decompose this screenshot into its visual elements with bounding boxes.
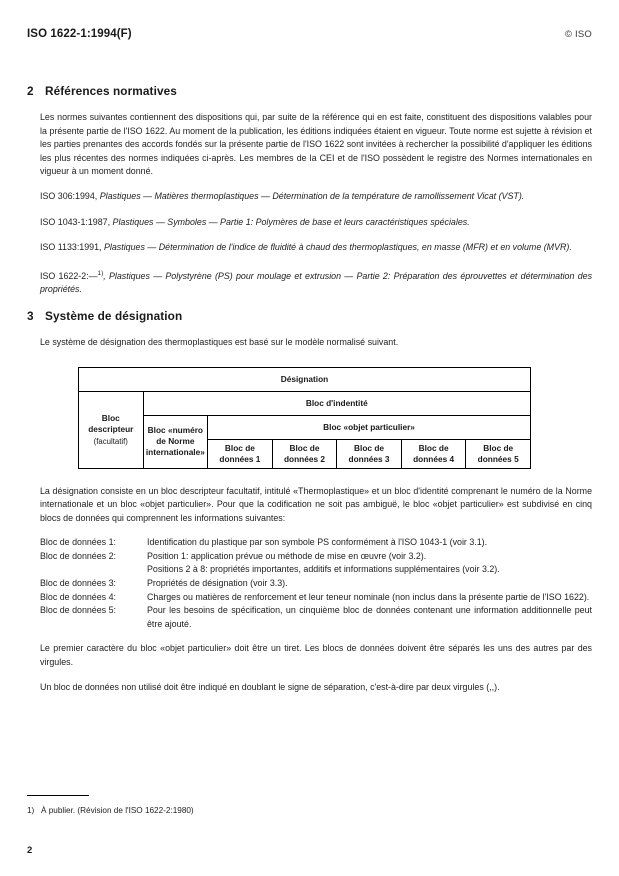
footnote-separator-rule [27,795,89,796]
data-block-cell-1: Bloc de données 1 [208,439,273,468]
data-block-cell-3: Bloc de données 3 [337,439,402,468]
reference-3-id: ISO 1133:1991, [40,242,104,253]
clause-3-heading [27,309,592,323]
designation-table [78,367,531,469]
reference-4-title: , Plastiques — Polystyrène (PS) pour moulage et extrusion — Partie 2: Préparation des éprouvettes et détermination des propriétés. [40,270,593,295]
definition-desc-5: Pour les besoins de spécification, un cinquième bloc de données contenant une information additionnelle peut être ajouté. [147,605,592,629]
object-block-cell: Bloc «objet particulier» [208,415,531,439]
table-row [79,415,531,439]
clause-2-number: 2 [27,84,34,98]
descriptor-block-cell [79,391,144,468]
list-item [40,536,592,550]
definition-term-4: Bloc de données 4: [40,591,116,602]
reference-3-title: Plastiques — Détermination de l'indice de fluidité à chaud des thermoplastiques, en masse (MFR) et en volume (MVR). [103,242,572,253]
definition-desc-3: Propriétés de désignation (voir 3.3). [147,578,288,589]
reference-1-title: Plastiques — Matières thermoplastiques — Détermination de la température de ramollissement Vicat (VST). [99,190,525,201]
definition-desc-1: Identification du plastique par son symbole PS conformément à l'ISO 1043-1 (voir 3.1). [147,537,488,548]
closing-paragraph-2: Un bloc de données non utilisé doit être indiqué en doublant le signe de séparation, c'est-à-dire par deux virgules (,,). [40,681,500,692]
reference-2-id: ISO 1043-1:1987, [40,216,113,227]
standard-reference: ISO 1622-1:1994(F) [27,28,132,40]
page-content [27,84,592,705]
normative-reference-2 [27,216,592,230]
page-number: 2 [27,845,33,856]
footnote-area [27,795,327,817]
number-block-cell: Bloc «numéro de Norme internationale» [143,415,208,468]
normative-reference-3 [27,241,592,255]
data-block-cell-2: Bloc de données 2 [272,439,337,468]
data-block-cell-4: Bloc de données 4 [401,439,466,468]
table-row [79,391,531,415]
closing-paragraph-1: Le premier caractère du bloc «objet particulier» doit être un tiret. Les blocs de données doivent être séparés les uns des autres par des virgules. [40,643,592,668]
footnote-text [27,805,327,817]
descriptor-block-label: Bloc descripteur [88,412,134,434]
footnote-number: 1) [27,806,35,815]
designation-table-wrapper [27,367,592,469]
list-item [40,604,592,631]
list-item [40,577,592,591]
definition-term-5: Bloc de données 5: [40,605,116,616]
table-row [79,367,531,391]
definition-term-3: Bloc de données 3: [40,578,116,589]
list-item [40,550,592,564]
clause-3-intro-paragraph: Le système de désignation des thermoplastiques est basé sur le modèle normalisé suivant. [40,336,399,347]
definition-term-1: Bloc de données 1: [40,537,116,548]
definition-desc-2: Position 1: application prévue ou méthode de mise en œuvre (voir 3.2). [147,550,427,561]
clause-2-intro-paragraph: Les normes suivantes contiennent des dispositions qui, par suite de la référence qui en est faite, constituent des dispositions valables pour la présente partie de l'ISO 1622. Au moment de la publication, les éditions indiquées étaient en vigueur. Toute norme est sujette à révision et les parties prenantes des accords fondés sur la présente partie de l'ISO 1622 sont invitées à rechercher la possibilité d'appliquer les éditions les plus récentes des normes indiquées ci-après. Les membres de la CEI et de l'ISO possèdent le registre des Normes internationales en vigueur à un moment donné. [40,112,592,177]
reference-1-id: ISO 306:1994, [40,190,100,201]
running-header [27,28,592,40]
descriptor-block-note: (facultatif) [93,436,128,446]
list-item [40,591,592,605]
normative-reference-1 [27,190,592,204]
identity-block-cell: Bloc d'indentité [143,391,530,415]
designation-description-paragraph: La désignation consiste en un bloc descripteur facultatif, intitulé «Thermoplastique» et un bloc d'identité comprenant le numéro de la Norme internationale et un bloc «objet particulier». Pour que la codification ne soit pas ambiguë, le bloc «objet particulier» est subdivisé en cinq blocs de données qui comprennent les informations suivantes: [40,485,592,523]
clause-3-title: Système de désignation [45,308,183,323]
table-title-cell: Désignation [79,367,531,391]
clause-2-title: Références normatives [45,84,177,98]
clause-3-number: 3 [27,308,34,323]
reference-2-title: Plastiques — Symboles — Partie 1: Polymères de base et leurs caractéristiques spéciales. [112,216,470,227]
copyright-notice: © ISO [564,29,592,40]
normative-reference-4 [27,267,592,297]
definition-desc-4: Charges ou matières de renforcement et leur teneur nominale (non inclus dans la présente partie de l'ISO 1622). [147,591,590,602]
data-block-definition-list [27,536,592,631]
list-item [40,563,592,577]
reference-4-id: ISO 1622-2:— [40,270,98,281]
definition-desc-2-continuation: Positions 2 à 8: propriétés importantes, additifs et informations supplémentaires (voir 3.2). [147,564,500,575]
footnote-marker: 1) [97,269,104,277]
clause-2-heading [27,84,592,98]
footnote-body: À publier. (Révision de l'ISO 1622-2:1980) [41,806,194,815]
data-block-cell-5: Bloc de données 5 [466,439,531,468]
definition-term-2: Bloc de données 2: [40,550,116,561]
